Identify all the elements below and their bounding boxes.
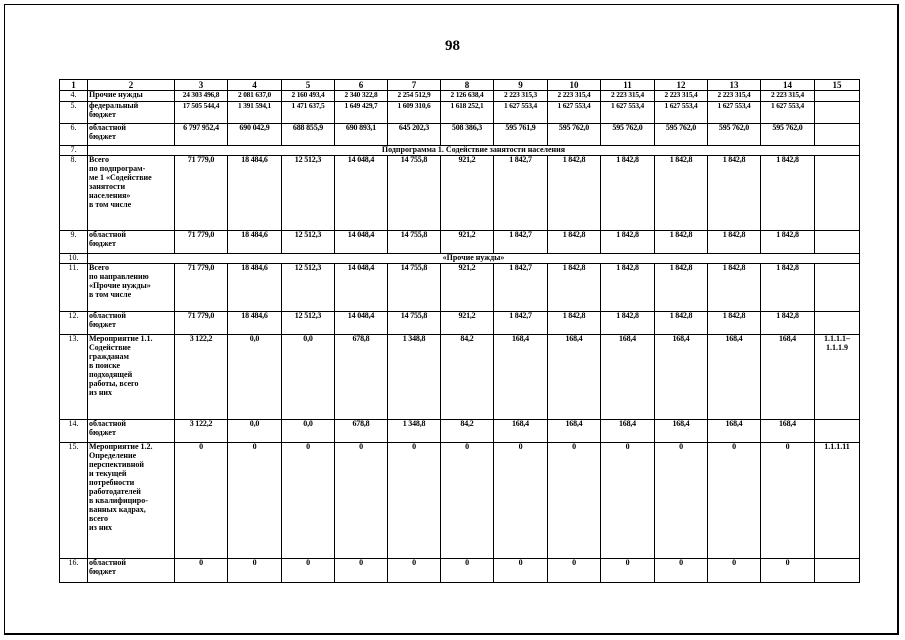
value-cell: 0,0 — [228, 419, 282, 442]
row-number: 16. — [60, 558, 88, 582]
row-number: 7. — [60, 146, 88, 156]
value-cell: 1 842,8 — [548, 311, 601, 334]
value-cell: 921,2 — [441, 231, 494, 254]
section-title: «Прочие нужды» — [88, 254, 860, 264]
value-cell: 0,0 — [282, 419, 335, 442]
value-cell: 1 842,7 — [494, 263, 548, 311]
value-cell: 12 512,3 — [282, 231, 335, 254]
budget-table — [59, 79, 860, 583]
value-cell: 1 842,8 — [655, 263, 708, 311]
value-cell: 0 — [548, 558, 601, 582]
value-cell: 1 842,8 — [601, 263, 655, 311]
value-cell: 0 — [601, 558, 655, 582]
activity-code — [815, 311, 860, 334]
value-cell: 6 797 952,4 — [175, 124, 228, 146]
section-row — [60, 254, 860, 264]
row-number: 4. — [60, 91, 88, 102]
value-cell: 2 223 315,4 — [601, 91, 655, 102]
value-cell: 0 — [655, 442, 708, 558]
value-cell: 1 627 553,4 — [655, 102, 708, 124]
value-cell: 168,4 — [761, 419, 815, 442]
value-cell: 1 842,8 — [761, 156, 815, 231]
activity-code: 1.1.1.11 — [815, 442, 860, 558]
row-name: Прочие нужды — [88, 91, 175, 102]
activity-code — [815, 91, 860, 102]
value-cell: 595 761,9 — [494, 124, 548, 146]
row-name: Всего по подпрограм- ме 1 «Содействие занятости населения» в том числе — [88, 156, 175, 231]
value-cell: 690 042,9 — [228, 124, 282, 146]
value-cell: 2 254 512,9 — [388, 91, 441, 102]
value-cell: 168,4 — [601, 419, 655, 442]
value-cell: 1 842,8 — [548, 156, 601, 231]
value-cell: 678,8 — [335, 334, 388, 419]
value-cell: 71 779,0 — [175, 263, 228, 311]
table-row — [60, 91, 860, 102]
value-cell: 1 842,8 — [708, 231, 761, 254]
value-cell: 168,4 — [548, 419, 601, 442]
value-cell: 18 484,6 — [228, 156, 282, 231]
section-title: Подпрограмма 1. Содействие занятости населения — [88, 146, 860, 156]
table-row — [60, 102, 860, 124]
value-cell: 1 842,8 — [655, 311, 708, 334]
value-cell: 0 — [761, 442, 815, 558]
value-cell: 0 — [494, 442, 548, 558]
value-cell: 1 842,7 — [494, 311, 548, 334]
value-cell: 1 627 553,4 — [708, 102, 761, 124]
value-cell: 1 842,8 — [655, 156, 708, 231]
value-cell: 18 484,6 — [228, 263, 282, 311]
value-cell: 14 755,8 — [388, 311, 441, 334]
value-cell: 921,2 — [441, 263, 494, 311]
value-cell: 595 762,0 — [708, 124, 761, 146]
value-cell: 168,4 — [708, 334, 761, 419]
value-cell: 2 340 322,8 — [335, 91, 388, 102]
value-cell: 168,4 — [494, 419, 548, 442]
value-cell: 1 842,8 — [708, 156, 761, 231]
value-cell: 0 — [441, 558, 494, 582]
value-cell: 1 627 553,4 — [494, 102, 548, 124]
value-cell: 0,0 — [228, 334, 282, 419]
value-cell: 0 — [228, 558, 282, 582]
row-name: областной бюджет — [88, 124, 175, 146]
value-cell: 18 484,6 — [228, 231, 282, 254]
value-cell: 2 223 315,3 — [494, 91, 548, 102]
value-cell: 508 386,3 — [441, 124, 494, 146]
value-cell: 1 842,8 — [761, 231, 815, 254]
activity-code — [815, 124, 860, 146]
value-cell: 2 223 315,4 — [548, 91, 601, 102]
column-number-header: 1 — [60, 80, 88, 91]
value-cell: 1 842,8 — [548, 231, 601, 254]
value-cell: 0 — [441, 442, 494, 558]
value-cell: 0 — [282, 442, 335, 558]
value-cell: 2 223 315,4 — [708, 91, 761, 102]
value-cell: 1 842,7 — [494, 231, 548, 254]
value-cell: 921,2 — [441, 156, 494, 231]
value-cell: 1 842,8 — [601, 231, 655, 254]
row-number: 13. — [60, 334, 88, 419]
value-cell: 18 484,6 — [228, 311, 282, 334]
value-cell: 168,4 — [655, 334, 708, 419]
value-cell: 3 122,2 — [175, 334, 228, 419]
value-cell: 0 — [761, 558, 815, 582]
value-cell: 1 842,8 — [761, 311, 815, 334]
column-number-header: 9 — [494, 80, 548, 91]
value-cell: 14 048,4 — [335, 311, 388, 334]
table-row — [60, 558, 860, 582]
value-cell: 12 512,3 — [282, 311, 335, 334]
value-cell: 1 618 252,1 — [441, 102, 494, 124]
value-cell: 0 — [388, 558, 441, 582]
value-cell: 0 — [601, 442, 655, 558]
value-cell: 168,4 — [708, 419, 761, 442]
value-cell: 1 391 594,1 — [228, 102, 282, 124]
column-number-header: 8 — [441, 80, 494, 91]
value-cell: 595 762,0 — [548, 124, 601, 146]
value-cell: 1 649 429,7 — [335, 102, 388, 124]
table-row — [60, 263, 860, 311]
value-cell: 595 762,0 — [761, 124, 815, 146]
value-cell: 71 779,0 — [175, 311, 228, 334]
value-cell: 0 — [494, 558, 548, 582]
column-number-header: 6 — [335, 80, 388, 91]
activity-code — [815, 102, 860, 124]
column-number-header: 4 — [228, 80, 282, 91]
value-cell: 1 842,8 — [601, 156, 655, 231]
value-cell: 645 202,3 — [388, 124, 441, 146]
value-cell: 2 126 638,4 — [441, 91, 494, 102]
activity-code — [815, 419, 860, 442]
column-number-header: 14 — [761, 80, 815, 91]
value-cell: 71 779,0 — [175, 231, 228, 254]
row-name: областной бюджет — [88, 558, 175, 582]
table-row — [60, 311, 860, 334]
column-number-header: 13 — [708, 80, 761, 91]
column-number-header: 15 — [815, 80, 860, 91]
value-cell: 1 627 553,4 — [601, 102, 655, 124]
page-number: 98 — [445, 38, 460, 54]
value-cell: 921,2 — [441, 311, 494, 334]
value-cell: 1 842,8 — [601, 311, 655, 334]
value-cell: 690 893,1 — [335, 124, 388, 146]
row-number: 11. — [60, 263, 88, 311]
value-cell: 1 471 637,5 — [282, 102, 335, 124]
value-cell: 0,0 — [282, 334, 335, 419]
value-cell: 1 348,8 — [388, 334, 441, 419]
value-cell: 1 842,8 — [548, 263, 601, 311]
value-cell: 1 842,8 — [708, 263, 761, 311]
value-cell: 14 755,8 — [388, 263, 441, 311]
value-cell: 3 122,2 — [175, 419, 228, 442]
table-row — [60, 231, 860, 254]
value-cell: 0 — [335, 442, 388, 558]
value-cell: 1 609 310,6 — [388, 102, 441, 124]
value-cell: 1 348,8 — [388, 419, 441, 442]
row-name: областной бюджет — [88, 311, 175, 334]
value-cell: 17 505 544,4 — [175, 102, 228, 124]
activity-code: 1.1.1.1– 1.1.1.9 — [815, 334, 860, 419]
row-name: Мероприятие 1.1. Содействие гражданам в поиске подходящей работы, всего из них — [88, 334, 175, 419]
row-number: 14. — [60, 419, 88, 442]
value-cell: 0 — [175, 558, 228, 582]
table-row — [60, 156, 860, 231]
value-cell: 0 — [388, 442, 441, 558]
row-number: 6. — [60, 124, 88, 146]
row-name: Мероприятие 1.2. Определение перспективной и текущей потребности работодателей в квалифициро- ванных кадрах, всего из них — [88, 442, 175, 558]
value-cell: 1 842,8 — [761, 263, 815, 311]
value-cell: 0 — [548, 442, 601, 558]
value-cell: 1 842,8 — [655, 231, 708, 254]
value-cell: 14 755,8 — [388, 156, 441, 231]
activity-code — [815, 263, 860, 311]
column-number-header: 11 — [601, 80, 655, 91]
value-cell: 12 512,3 — [282, 263, 335, 311]
row-number: 15. — [60, 442, 88, 558]
value-cell: 84,2 — [441, 419, 494, 442]
activity-code — [815, 558, 860, 582]
row-name: областной бюджет — [88, 231, 175, 254]
value-cell: 84,2 — [441, 334, 494, 419]
value-cell: 0 — [708, 442, 761, 558]
value-cell: 14 048,4 — [335, 263, 388, 311]
value-cell: 0 — [228, 442, 282, 558]
row-number: 9. — [60, 231, 88, 254]
row-name: федеральный бюджет — [88, 102, 175, 124]
column-number-header: 12 — [655, 80, 708, 91]
value-cell: 0 — [655, 558, 708, 582]
value-cell: 2 223 315,4 — [655, 91, 708, 102]
value-cell: 2 081 637,0 — [228, 91, 282, 102]
table-row — [60, 124, 860, 146]
row-number: 8. — [60, 156, 88, 231]
row-name: областной бюджет — [88, 419, 175, 442]
value-cell: 14 048,4 — [335, 231, 388, 254]
row-number: 10. — [60, 254, 88, 264]
section-row — [60, 146, 860, 156]
value-cell: 168,4 — [548, 334, 601, 419]
value-cell: 24 303 496,8 — [175, 91, 228, 102]
value-cell: 595 762,0 — [655, 124, 708, 146]
value-cell: 1 627 553,4 — [548, 102, 601, 124]
column-number-header: 7 — [388, 80, 441, 91]
value-cell: 1 627 553,4 — [761, 102, 815, 124]
table-row — [60, 419, 860, 442]
table-row — [60, 442, 860, 558]
column-number-header: 5 — [282, 80, 335, 91]
value-cell: 0 — [282, 558, 335, 582]
value-cell: 2 223 315,4 — [761, 91, 815, 102]
value-cell: 14 755,8 — [388, 231, 441, 254]
value-cell: 168,4 — [655, 419, 708, 442]
table-row — [60, 334, 860, 419]
value-cell: 168,4 — [761, 334, 815, 419]
value-cell: 168,4 — [494, 334, 548, 419]
activity-code — [815, 156, 860, 231]
header-row — [60, 80, 860, 91]
value-cell: 1 842,7 — [494, 156, 548, 231]
column-number-header: 10 — [548, 80, 601, 91]
column-number-header: 3 — [175, 80, 228, 91]
value-cell: 71 779,0 — [175, 156, 228, 231]
value-cell: 678,8 — [335, 419, 388, 442]
value-cell: 0 — [335, 558, 388, 582]
row-name: Всего по направлению «Прочие нужды» в том числе — [88, 263, 175, 311]
value-cell: 12 512,3 — [282, 156, 335, 231]
row-number: 12. — [60, 311, 88, 334]
value-cell: 0 — [708, 558, 761, 582]
column-number-header: 2 — [88, 80, 175, 91]
row-number: 5. — [60, 102, 88, 124]
activity-code — [815, 231, 860, 254]
value-cell: 14 048,4 — [335, 156, 388, 231]
value-cell: 1 842,8 — [708, 311, 761, 334]
value-cell: 168,4 — [601, 334, 655, 419]
value-cell: 2 160 493,4 — [282, 91, 335, 102]
value-cell: 0 — [175, 442, 228, 558]
value-cell: 595 762,0 — [601, 124, 655, 146]
value-cell: 688 855,9 — [282, 124, 335, 146]
